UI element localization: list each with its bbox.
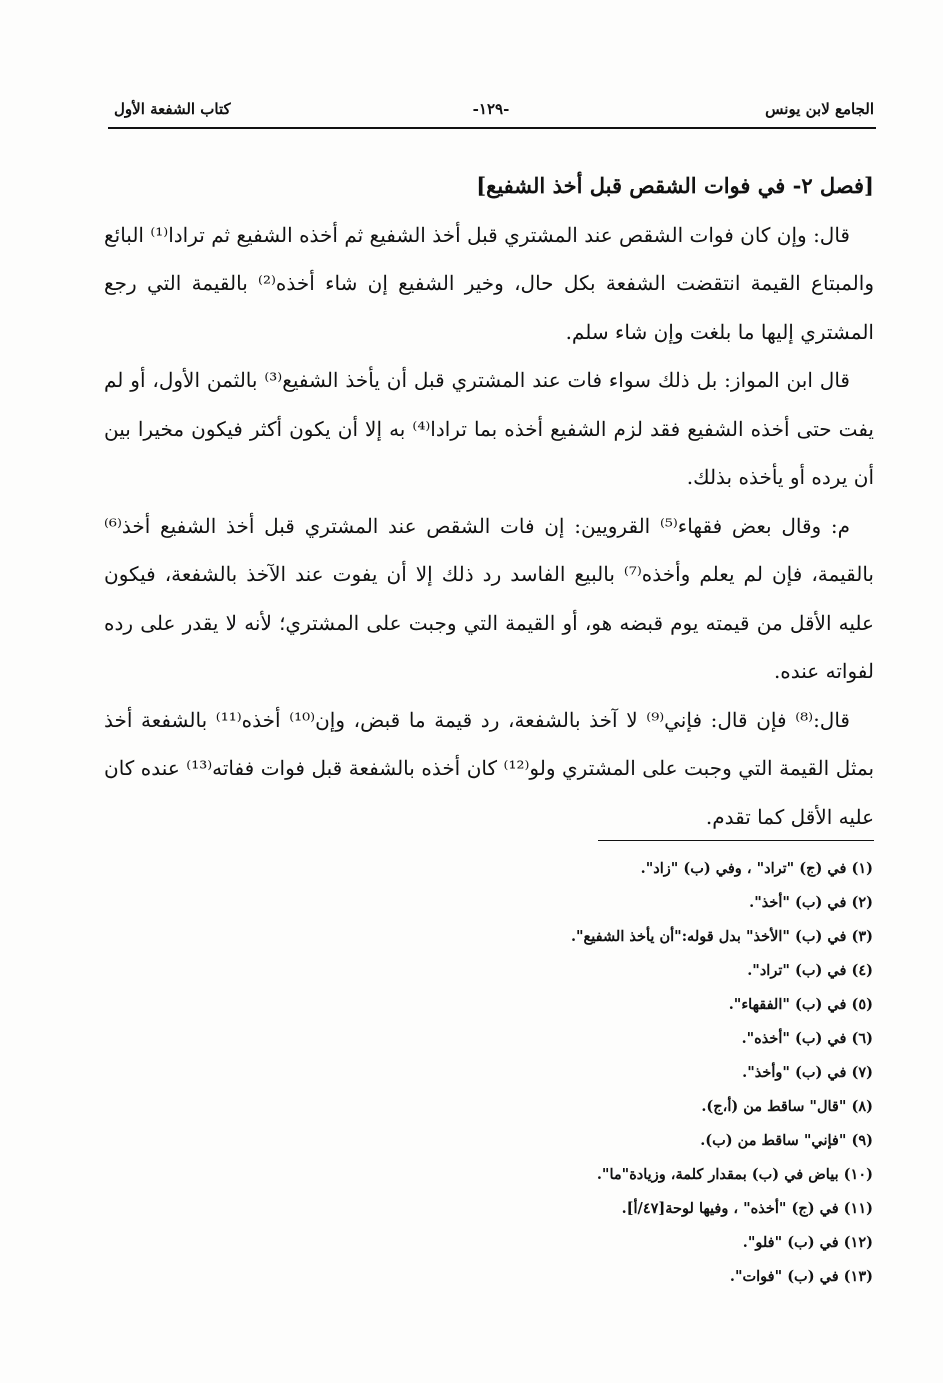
footnote: (٤) في (ب) "تراد".	[747, 962, 873, 979]
paragraph: قال:⁽⁸⁾ فإن قال: فإني⁽⁹⁾ لا آخذ بالشفعة، رد قيمة ما قبض، وإن⁽¹⁰⁾ أخذه⁽¹¹⁾ بالشفعة أخذ بمثل القيمة التي وجبت على المشتري ولو⁽¹²⁾ كان أخذه بالشفعة قبل فوات ففاته⁽¹³⁾ عنده كان عليه الأقل كما تقدم.	[104, 707, 875, 829]
footnote: (٨) "قال" ساقط من (أ،ج).	[701, 1098, 873, 1115]
chapter-title: كتاب الشفعة الأول	[114, 100, 231, 118]
footnote: (٧) في (ب) "وأخذ".	[742, 1064, 873, 1081]
book-title: الجامع لابن يونس	[765, 100, 874, 118]
running-header	[108, 100, 874, 124]
footnote: (١٢) في (ب) "فلو".	[742, 1234, 873, 1251]
footnote: (١٣) في (ب) "فوات".	[729, 1268, 873, 1285]
footnote: (٢) في (ب) "أخذ".	[749, 894, 873, 911]
paragraph: م: وقال بعض فقهاء⁽⁵⁾ القرويين: إن فات الشقص عند المشتري قبل أخذ الشفيع أخذ⁽⁶⁾ بالقيمة، فإن لم يعلم وأخذه⁽⁷⁾ بالبيع الفاسد رد ذلك إلا أن يفوت عند الآخذ بالشفعة، فيكون عليه الأقل من قيمته يوم قبضه هو، أو القيمة التي وجبت على المشتري؛ لأنه لا يقدر على رده لفواته عنده.	[104, 513, 874, 683]
footnote: (٩) "فإني" ساقط من (ب).	[700, 1132, 873, 1149]
footnote: (٣) في (ب) "الأخذ" بدل قوله:"أن يأخذ الشفيع".	[570, 928, 873, 945]
main-text	[104, 162, 874, 841]
section-heading: [فصل ٢- في فوات الشقص قبل أخذ الشفيع]	[476, 173, 874, 198]
header-rule	[108, 127, 876, 129]
footnote: (١٠) بياض في (ب) بمقدار كلمة، وزيادة"ما".	[596, 1166, 873, 1183]
footnote: (٦) في (ب) "أخذه".	[741, 1030, 873, 1047]
page-number: -١٢٩-	[472, 100, 510, 118]
footnotes-list	[273, 852, 873, 1294]
footnote-separator	[598, 840, 874, 841]
footnote: (١) في (ج) "تراد" ، وفي (ب) "زاد".	[640, 860, 873, 877]
paragraph: قال ابن المواز: بل ذلك سواء فات عند المشتري قبل أن يأخذ الشفيع⁽³⁾ بالثمن الأول، أو لم يفت حتى أخذه الشفيع فقد لزم الشفيع أخذه بما ترادا⁽⁴⁾ به إلا أن يكون أكثر فيكون مخيرا بين أن يرده أو يأخذه بذلك.	[104, 368, 875, 489]
footnote: (٥) في (ب) "الفقهاء".	[728, 996, 873, 1013]
paragraph: قال: وإن كان فوات الشقص عند المشتري قبل أخذ الشفيع ثم أخذه الشفيع ثم ترادا⁽¹⁾ البائع والمبتاع القيمة انتقضت الشفعة بكل حال، وخير الشفيع إن شاء أخذه⁽²⁾ بالقيمة التي رجع المشتري إليها ما بلغت وإن شاء سلم.	[104, 222, 874, 344]
footnote: (١١) في (ج) "أخذه" ، وفيها لوحة[٤٧/أ].	[621, 1200, 873, 1217]
